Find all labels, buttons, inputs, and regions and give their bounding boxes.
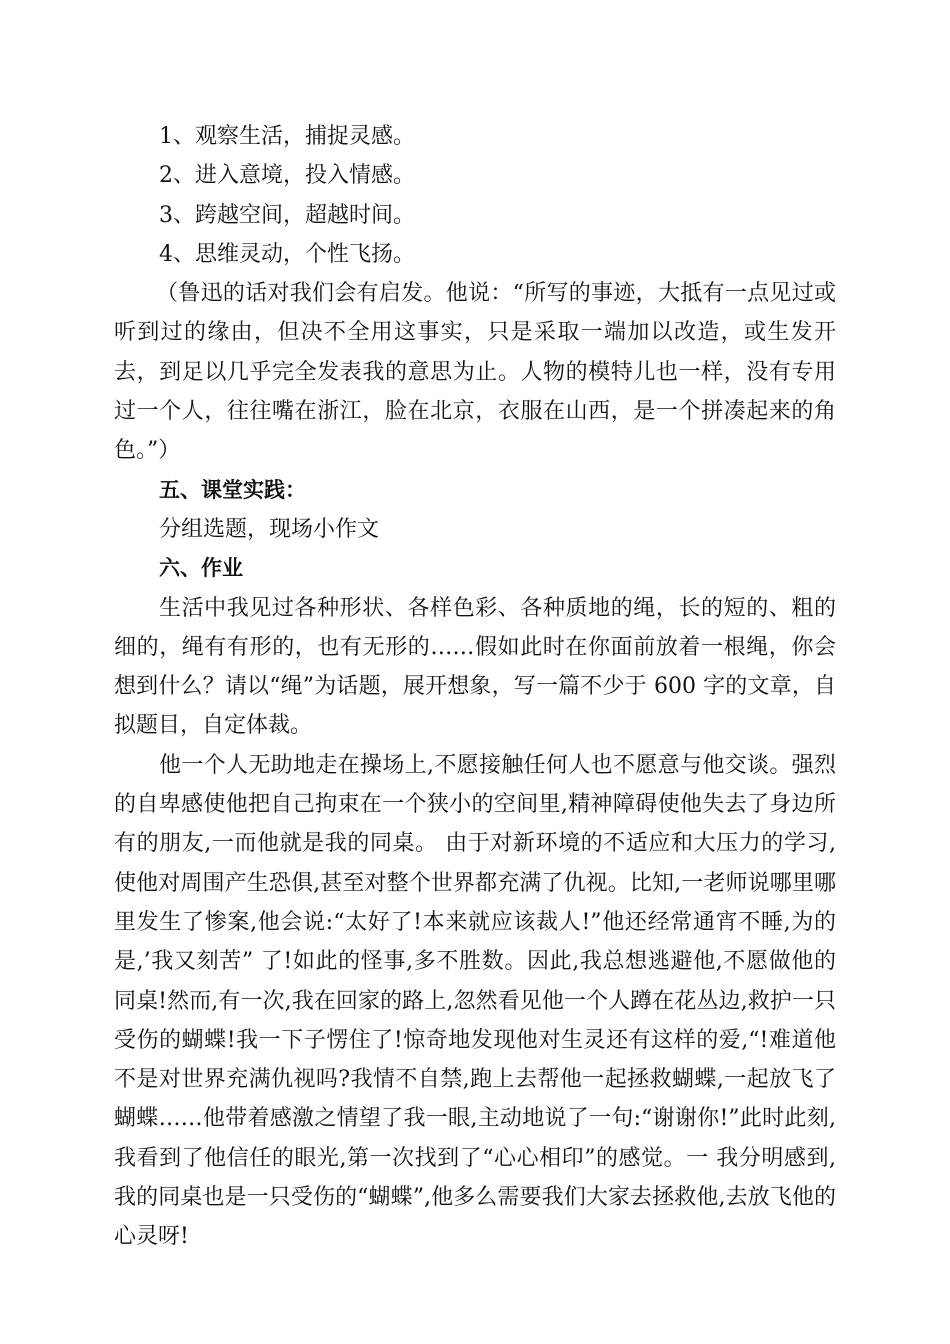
list-item-2: 2、进入意境，投入情感。 [159,163,415,189]
essay-paragraph: 他一个人无助地走在操场上,不愿接触任何人也不愿意与他交谈。强烈的自卑感使他把自己拘束在一个狭小的空间里,精神障碍使他失去了身边所有的朋友,一而他就是我的同桌。 由于对新环境的不适应和大压力的学习,使他对周围产生恐俱,甚至对整个世界都充满了仇视。比知,一老师说哪里哪里发生了惨案,他会说:“太好了!本来就应该裁人!”他还经常通宵不睡,为的是,’我又刻苦” 了!如此的怪事,多不胜数。因此,我总想逃避他,不愿做他的同桌!然而,有一次,我在回家的路上,忽然看见他一个人蹲在花丛边,救护一只受伤的蝴蝶!我一下子愣住了!惊奇地发现他对生灵还有这样的爱,“!难道他不是对世界充满仇视吗?我情不自禁,跑上去帮他一起拯救蝴蝶,一起放飞了蝴蝶……他带着感激之情望了我一眼,主动地说了一句:“谢谢你!”此时此刻,我看到了他信任的眼光,第一次找到了“心心相印”的感觉。一 我分明感到,我的同桌也是一只受伤的“蝴蝶”,他多么需要我们大家去拯救他,去放飞他的心灵呀! [114,752,836,1250]
section-5-heading: 五、课堂实践： [159,477,306,502]
document-page [114,117,836,1257]
quote-paragraph: （鲁迅的话对我们会有启发。他说：“所写的事迹，大抵有一点见过或听到过的缘由，但决不全用这事实，只是采取一端加以改造，或生发开去，到足以几乎完全发表我的意思为止。人物的模特儿也一样，没有专用过一个人，往往嘴在浙江，脸在北京，衣服在山西，是一个拼凑起来的角色。”） [114,281,836,464]
list-item-1: 1、观察生活，捕捉灵感。 [159,124,415,149]
list-item-3: 3、跨越空间，超越时间。 [159,202,415,228]
section-5-text: 分组选题，现场小作文 [159,516,380,542]
list-item-4: 4、思维灵动，个性飞扬。 [159,241,415,267]
homework-paragraph: 生活中我见过各种形状、各样色彩、各种质地的绳，长的短的、粗的细的，绳有有形的，也有无形的……假如此时在你面前放着一根绳，你会想到什么？请以“绳”为话题，展开想象，写一篇不少于 600 字的文章，自拟题目，自定体裁。 [114,595,836,739]
section-6-heading: 六、作业 [159,556,243,581]
